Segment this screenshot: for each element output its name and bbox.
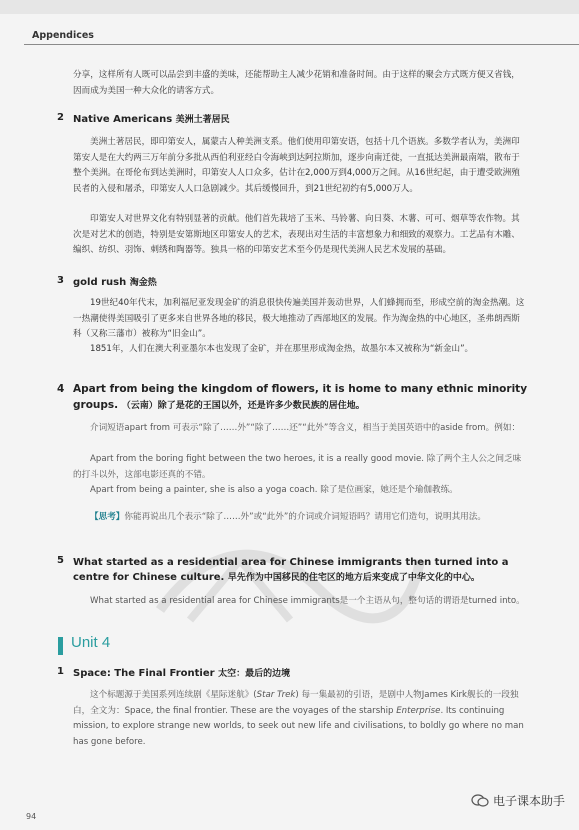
item-paragraph: What started as a residential area for Chinese immigrants是一个主语从句，整句话的谓语是turned into。 [90,596,525,606]
paragraph-part: . Its continuing mission, to explore strange new worlds, to seek out new life and civilisations, to boldly go where no man has gone before. [73,705,524,747]
header-rule [24,44,579,45]
item-paragraph: 美洲土著居民，即印第安人，属蒙古人种美洲支系。他们使用印第安语，包括十几个语族。多数学者认为，美洲印第安人是在大约两三万年前分多批从西伯利亚经白令海峡到达阿拉斯加，逐步向南迁徙，一直抵达美洲最南端，散布于整个美洲。在哥伦布到达美洲时，印第安人人口众多，估计在2,000万到4,000万之间。从16世纪起，由于遭受欧洲殖民者的入侵和屠杀，印第安人人口急剧减少。其后缓慢回升，到21世纪初约有5,000万人。 [73,137,520,194]
unit-title: Unit 4 [71,634,111,651]
brand-name: 电子课本助手 [492,794,565,808]
item-heading-cn: 太空：最后的边境 [218,669,291,679]
item-heading-cn: 淘金热 [129,278,157,288]
item-heading [73,666,290,679]
item-heading-cn: 早先作为中国移民的住宅区的地方后来变成了中华文化的中心。 [227,573,480,583]
unit-accent-bar [58,637,63,655]
page-number: 94 [26,812,37,821]
think-label: 【思考】 [90,512,125,522]
top-band [0,0,579,14]
item-number: 3 [57,275,64,286]
item-heading-en: gold rush [73,277,127,288]
italic-title: Star Trek [256,690,296,700]
brand-watermark [471,792,565,809]
item-number: 4 [57,383,65,395]
think-text: 你能再说出几个表示“除了……外”或“此外”的介词或介词短语吗？请用它们造句，说明其用法。 [124,512,486,522]
item-heading [73,112,230,125]
item-heading-cn: 美洲土著居民 [175,115,230,125]
example-sentence: Apart from the boring fight between the two heroes, it is a really good movie. 除了两个主人公之间乏味的打斗以外，这部电影还真的不错。 [73,454,522,480]
item-paragraph: 介词短语apart from 可表示“除了……外”“除了……还”“此外”等含义，相当于美国英语中的aside from。例如： [90,423,521,433]
running-header: Appendices [32,30,94,41]
item-number: 1 [57,666,64,677]
item-heading-en: What started as a residential area for Chinese immigrants then turned into a centre for Chinese culture. [73,557,509,583]
item-heading-en: Native Americans [73,114,173,125]
intro-paragraph: 分享，这样所有人既可以品尝到丰盛的美味，还能帮助主人减少花销和准备时间。由于这样的聚会方式既方便又省钱，因而成为美国一种大众化的请客方式。 [73,70,520,96]
example-sentence: Apart from being a painter, she is also a yoga coach. 除了是位画家，她还是个瑜伽教练。 [90,485,458,495]
item-heading [73,275,157,288]
item-paragraph [73,688,528,750]
paragraph-part: ) 每一集最初的引语，是剧中人物James Kirk舰长的一段独白，全文为：Space, the final frontier. These are the voyages of the starship [73,690,519,716]
item-paragraph: 印第安人对世界文化有特别显著的贡献。他们首先栽培了玉米、马铃薯、向日葵、木薯、可可、烟草等农作物。其次是对艺术的创造，特别是安第斯地区印第安人的艺术，表现出对生活的丰富想象力和细致的观察力。工艺品有木雕、编织、纺织、羽饰、刺绣和陶器等。独具一格的印第安艺术至今仍是现代美洲人民艺术发展的基础。 [73,214,520,255]
think-prompt [73,510,528,526]
item-heading [73,555,528,586]
item-number: 2 [57,112,64,123]
chat-bubble-icon [471,794,489,808]
item-heading-en: Space: The Final Frontier [73,668,215,679]
item-paragraph: 1851年，人们在澳大利亚墨尔本也发现了金矿，并在那里形成淘金热，故墨尔本又被称为“新金山”。 [90,344,474,354]
item-heading-cn: （云南）除了是花的王国以外，还是许多少数民族的居住地。 [121,401,365,411]
item-heading [73,381,528,414]
item-heading-en: Apart from being the kingdom of flowers, it is home to many ethnic minority groups. [73,383,528,411]
paragraph-part: 这个标题源于美国系列连续剧《星际迷航》( [90,690,257,700]
item-paragraph: 19世纪40年代末，加利福尼亚发现金矿的消息很快传遍美国并轰动世界，人们蜂拥而至，形成空前的淘金热潮。这一热潮使得美国吸引了更多来自世界各地的移民，极大地推动了西部地区的发展。作为淘金热的中心地区，圣弗朗西斯科（又称三藩市）被称为“旧金山”。 [73,298,525,339]
item-number: 5 [57,555,64,566]
italic-title: Enterprise [396,705,441,716]
